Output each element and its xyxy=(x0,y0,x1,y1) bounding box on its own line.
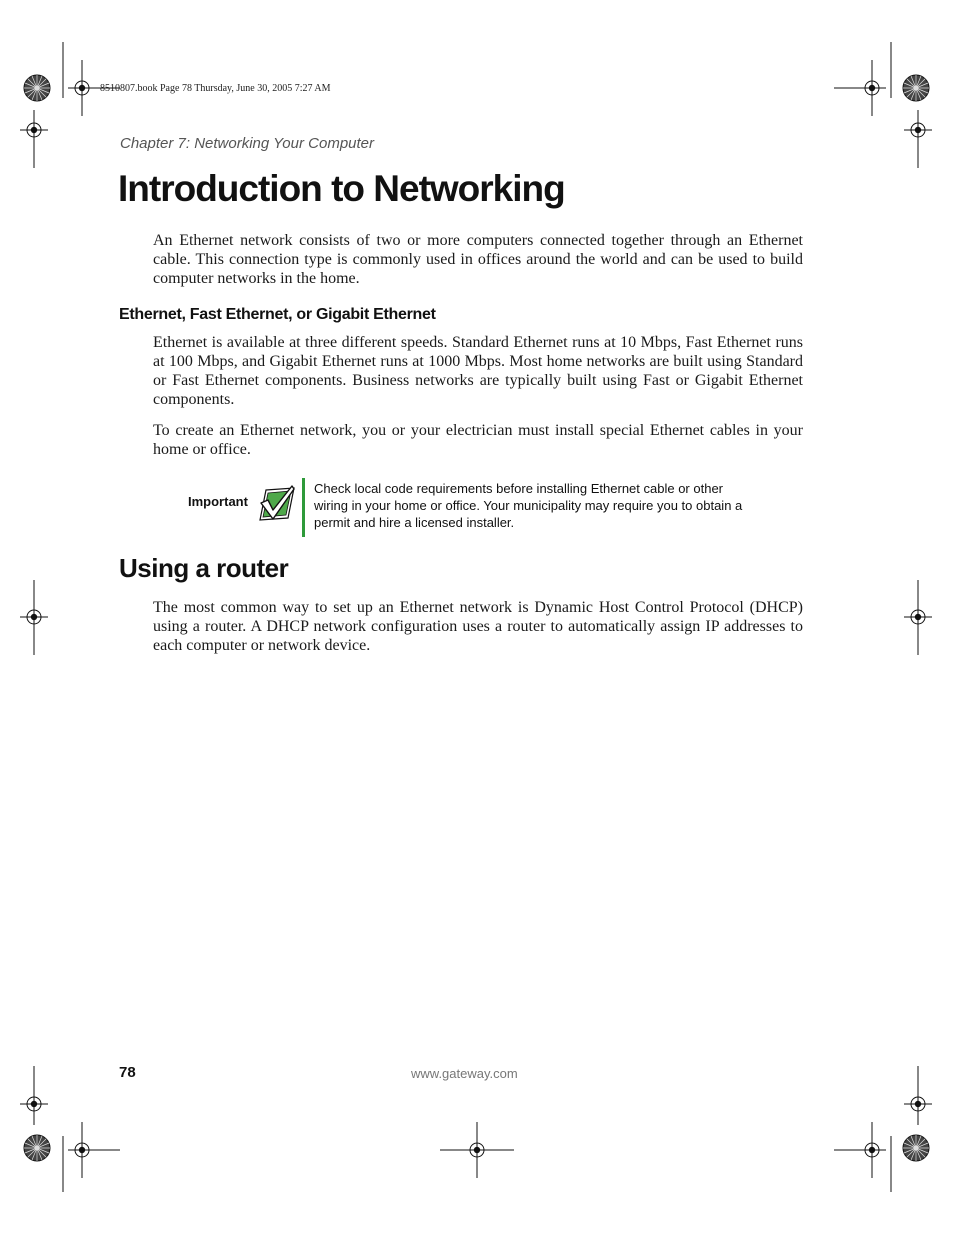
book-info-slug: 8510807.book Page 78 Thursday, June 30, 2005 7:27 AM xyxy=(100,83,331,94)
important-accent-bar xyxy=(302,478,305,537)
starburst-mark-top-right xyxy=(903,75,929,101)
router-paragraph: The most common way to set up an Ethernet network is Dynamic Host Control Protocol (DHCP) using a router. A DHCP network configuration uses a router to automatically assign IP addresses to each computer or network device. xyxy=(153,599,803,654)
page-title: Introduction to Networking xyxy=(118,168,565,209)
router-section-heading: Using a router xyxy=(119,553,289,583)
starburst-mark-bottom-right xyxy=(903,1135,929,1161)
intro-paragraph: An Ethernet network consists of two or more computers connected together through an Ethernet cable. This connection type is commonly used in offices around the world and can be used to build computer networks in the home. xyxy=(153,232,803,287)
starburst-mark-top-left xyxy=(24,75,50,101)
starburst-mark-bottom-left xyxy=(24,1135,50,1161)
running-header-chapter: Chapter 7: Networking Your Computer xyxy=(120,135,375,152)
ethernet-paragraph-speeds: Ethernet is available at three different speeds. Standard Ethernet runs at 10 Mbps, Fast Ethernet runs at 100 Mbps, and Gigabit Ethernet runs at 1000 Mbps. Most home networks are built using Standard or Fast Ethernet components. Business networks are typically built using Fast or Gigabit Ethernet components. xyxy=(153,334,803,408)
important-note-text: Check local code requirements before installing Ethernet cable or other wiring in your home or office. Your municipality may require you to obtain a permit and hire a licensed installer. xyxy=(314,481,743,530)
ethernet-section-heading: Ethernet, Fast Ethernet, or Gigabit Ethernet xyxy=(119,306,436,323)
checkmark-icon xyxy=(258,484,296,522)
important-label: Important xyxy=(188,494,248,509)
footer-url: www.gateway.com xyxy=(411,1066,518,1081)
page-number: 78 xyxy=(119,1064,136,1081)
ethernet-paragraph-cables: To create an Ethernet network, you or your electrician must install special Ethernet cables in your home or office. xyxy=(153,422,803,458)
